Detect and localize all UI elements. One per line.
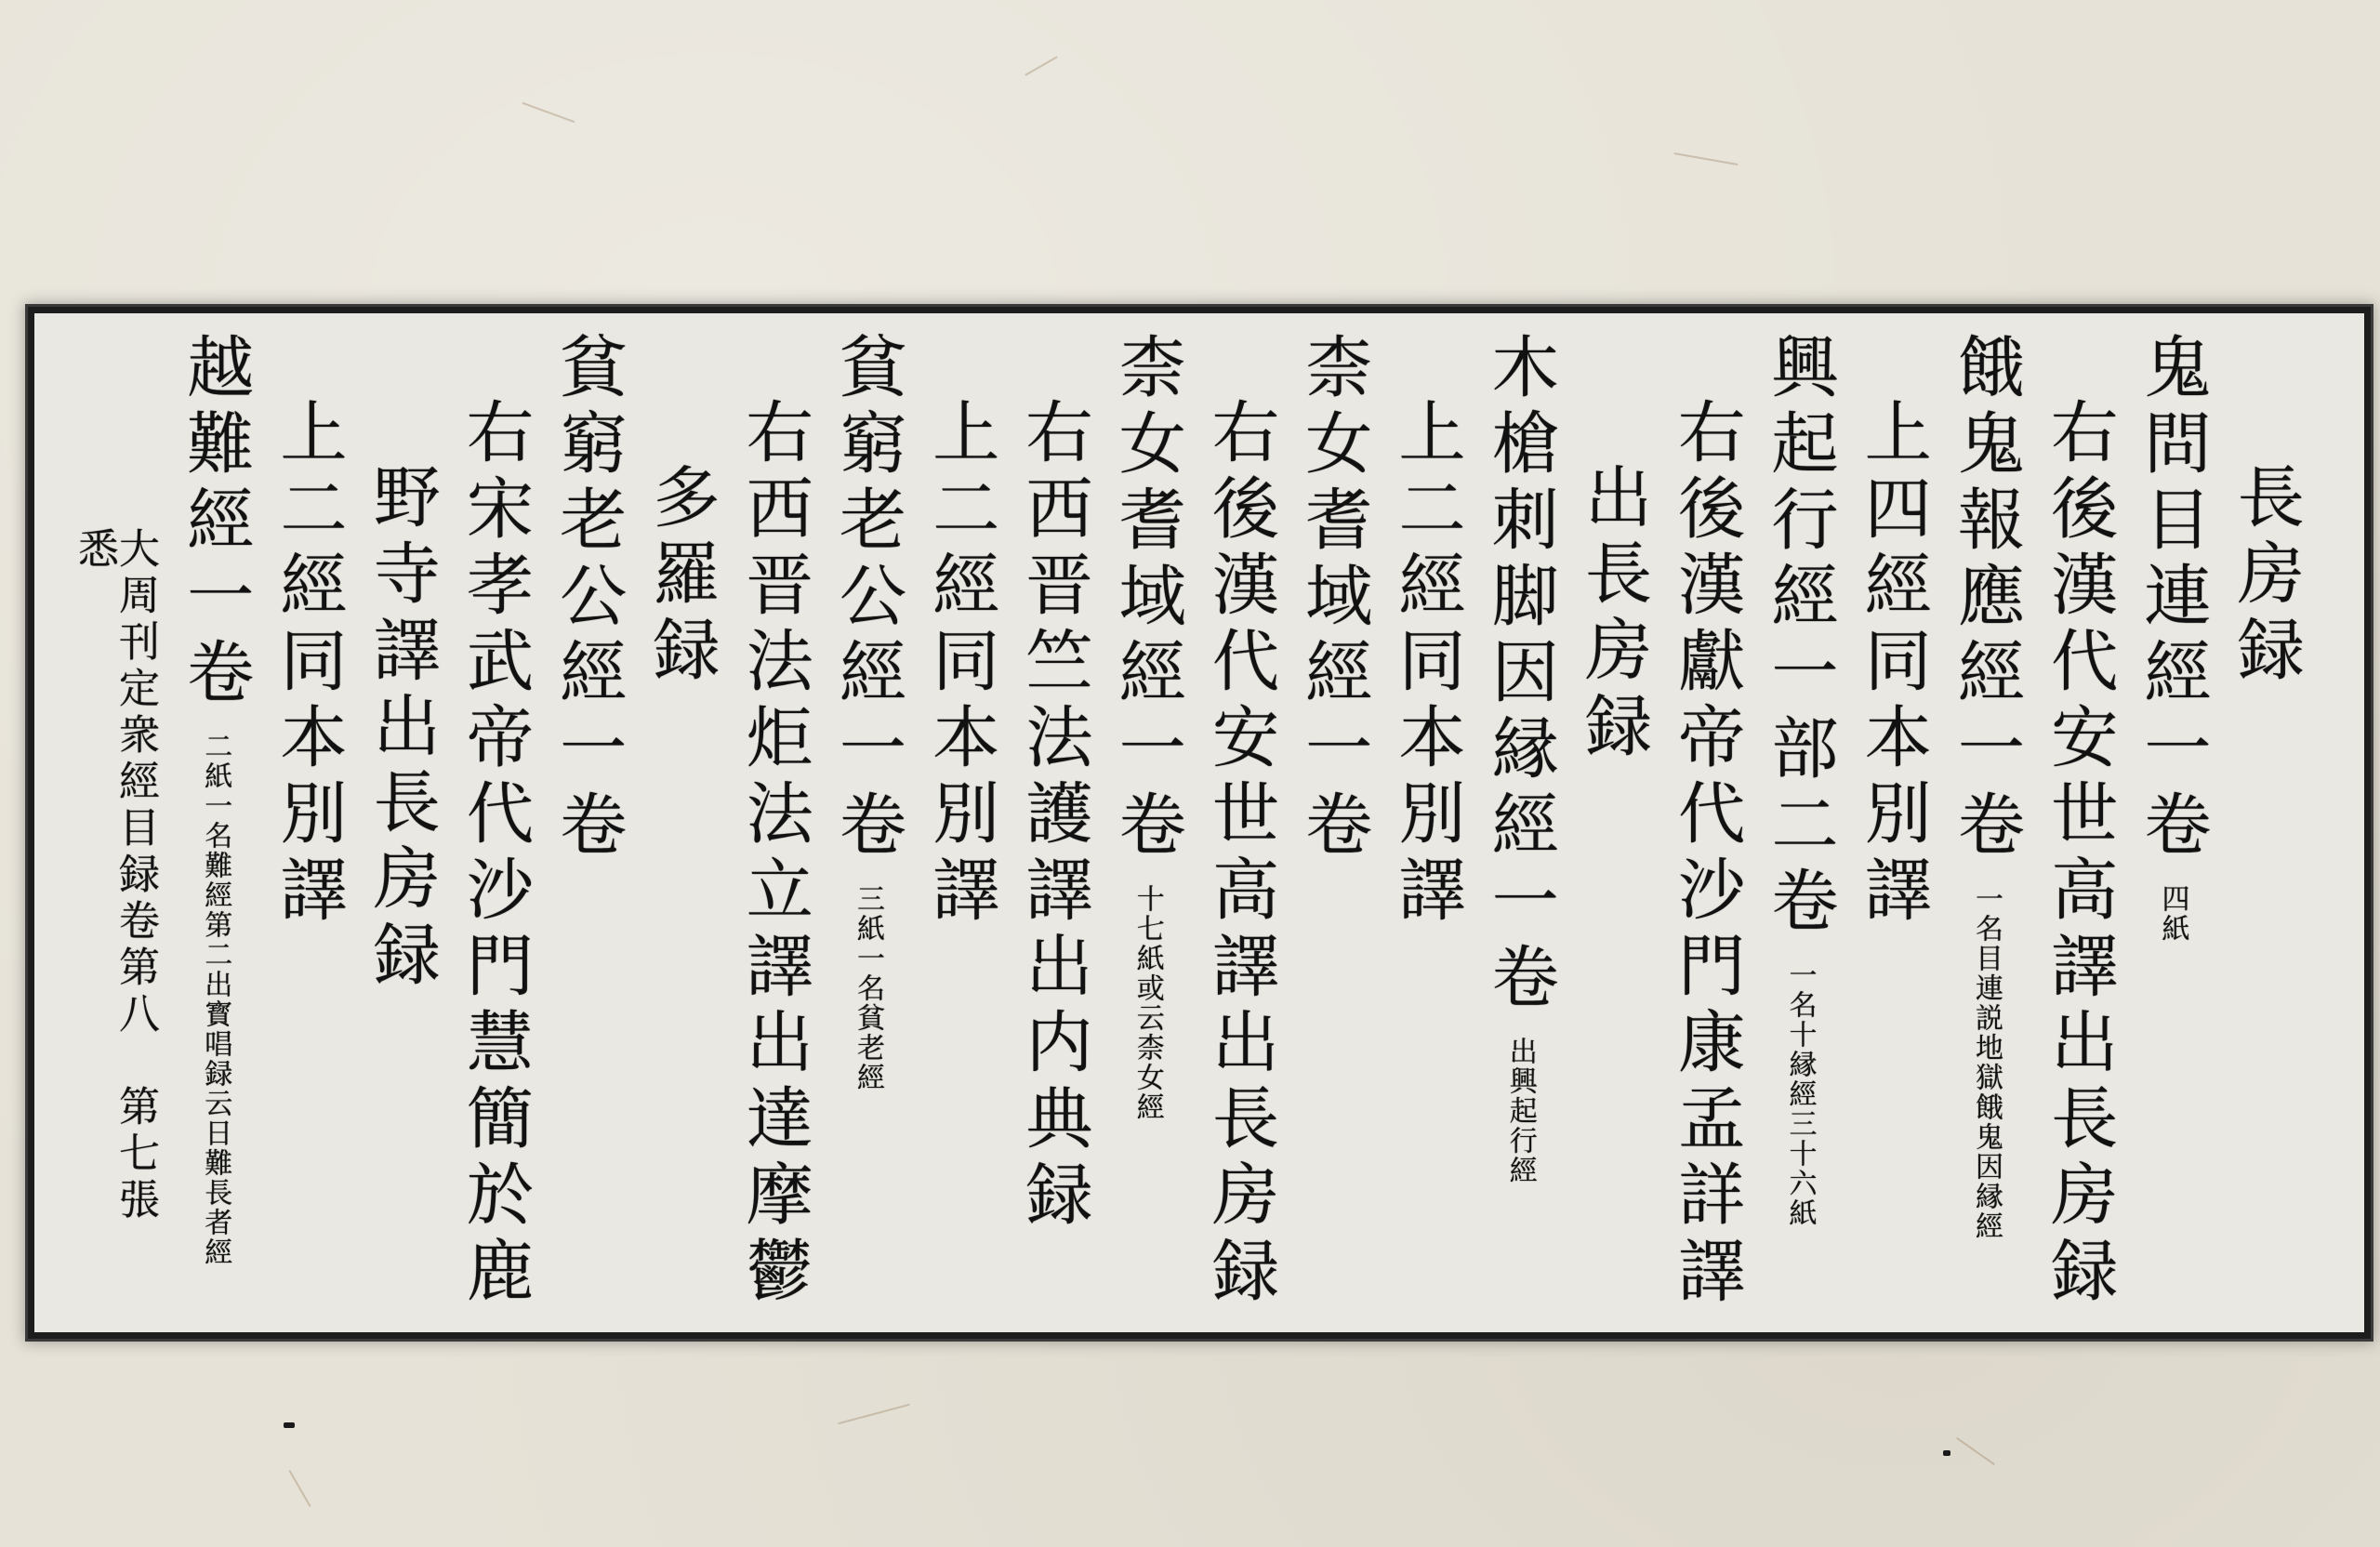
text-column	[1382, 332, 1466, 1314]
paper-fiber	[1956, 1437, 1995, 1465]
interlinear-note: 一名十縁經三十六紙	[1783, 960, 1817, 1228]
text-column	[1010, 332, 1093, 1314]
column-text: 越難經一卷	[176, 332, 255, 713]
column-text: 野寺譯出長房録	[362, 462, 441, 996]
woodblock-print-area	[28, 307, 2371, 1339]
column-text: 興起行經一部二卷	[1760, 332, 1839, 942]
column-text: 貧窮老公經一卷	[828, 332, 906, 866]
text-column	[450, 332, 534, 1314]
column-text: 上二經同本別譯	[1387, 397, 1466, 931]
text-column	[916, 332, 1000, 1314]
text-column	[1289, 332, 1373, 1314]
text-column	[264, 332, 348, 1314]
text-column	[730, 332, 813, 1314]
paper-fiber	[1025, 56, 1058, 76]
ink-mark	[1943, 1450, 1950, 1456]
interlinear-note: 一名目連説地獄餓鬼因縁經	[1970, 884, 2003, 1241]
column-text: 多羅録	[641, 462, 721, 691]
text-column	[1848, 332, 1932, 1314]
column-text: 上二經同本別譯	[269, 397, 348, 931]
ink-mark	[284, 1422, 295, 1428]
column-text: 木槍刺脚因縁經一卷	[1480, 332, 1559, 1018]
text-columns	[71, 332, 2305, 1314]
column-text: 上四經同本別譯	[1853, 397, 1932, 931]
interlinear-note: 出興起行經	[1503, 1037, 1537, 1185]
text-column	[1941, 332, 2025, 1314]
column-text: 右西晋竺法護譯出内典録	[1014, 397, 1093, 1236]
column-text: 長房録	[2226, 462, 2305, 691]
text-column	[2128, 332, 2212, 1314]
column-text: 右西晋法炬法立譯出達摩鬱	[734, 397, 813, 1312]
text-column	[1196, 332, 1279, 1314]
text-column	[637, 332, 721, 1314]
column-text: 貧窮老公經一卷	[549, 332, 628, 866]
text-column	[2221, 332, 2305, 1314]
interlinear-note: 四紙	[2156, 884, 2189, 944]
column-text: 柰女耆域經一卷	[1294, 332, 1373, 866]
column-text: 出長房録	[1574, 462, 1652, 767]
text-column	[1103, 332, 1186, 1314]
interlinear-note: 二紙一名難經第二出寳唱録云日難長者經	[199, 732, 232, 1267]
column-text: 右宋孝武帝代沙門慧簡於鹿	[456, 397, 534, 1312]
text-column	[170, 332, 255, 1314]
column-text: 右後漢獻帝代沙門康孟詳譯	[1667, 397, 1746, 1312]
interlinear-note: 三紙一名貧老經	[852, 884, 884, 1092]
text-column	[823, 332, 906, 1314]
text-column	[1475, 332, 1559, 1314]
column-text: 鬼問目連經一卷	[2133, 332, 2212, 866]
column-text: 柰女耆域經一卷	[1107, 332, 1186, 866]
text-column	[1568, 332, 1652, 1314]
column-text: 右後漢代安世高譯出長房録	[1201, 397, 1279, 1312]
paper-fiber	[1673, 152, 1738, 165]
column-text: 右後漢代安世高譯出長房録	[2040, 397, 2119, 1312]
footer-colophon: 大周刊定衆經目録卷第八 第七張 悉	[71, 527, 159, 1271]
paper-fiber	[522, 102, 575, 123]
interlinear-note: 十七紙或云柰女經	[1130, 884, 1164, 1122]
column-text: 餓鬼報應經一卷	[1947, 332, 2025, 866]
paper-fiber	[838, 1404, 910, 1425]
text-column	[543, 332, 628, 1314]
text-column	[2034, 332, 2119, 1314]
text-column	[1755, 332, 1839, 1314]
paper-fiber	[288, 1470, 311, 1507]
text-column	[1661, 332, 1746, 1314]
text-column	[357, 332, 441, 1314]
column-text: 上二經同本別譯	[921, 397, 1000, 931]
